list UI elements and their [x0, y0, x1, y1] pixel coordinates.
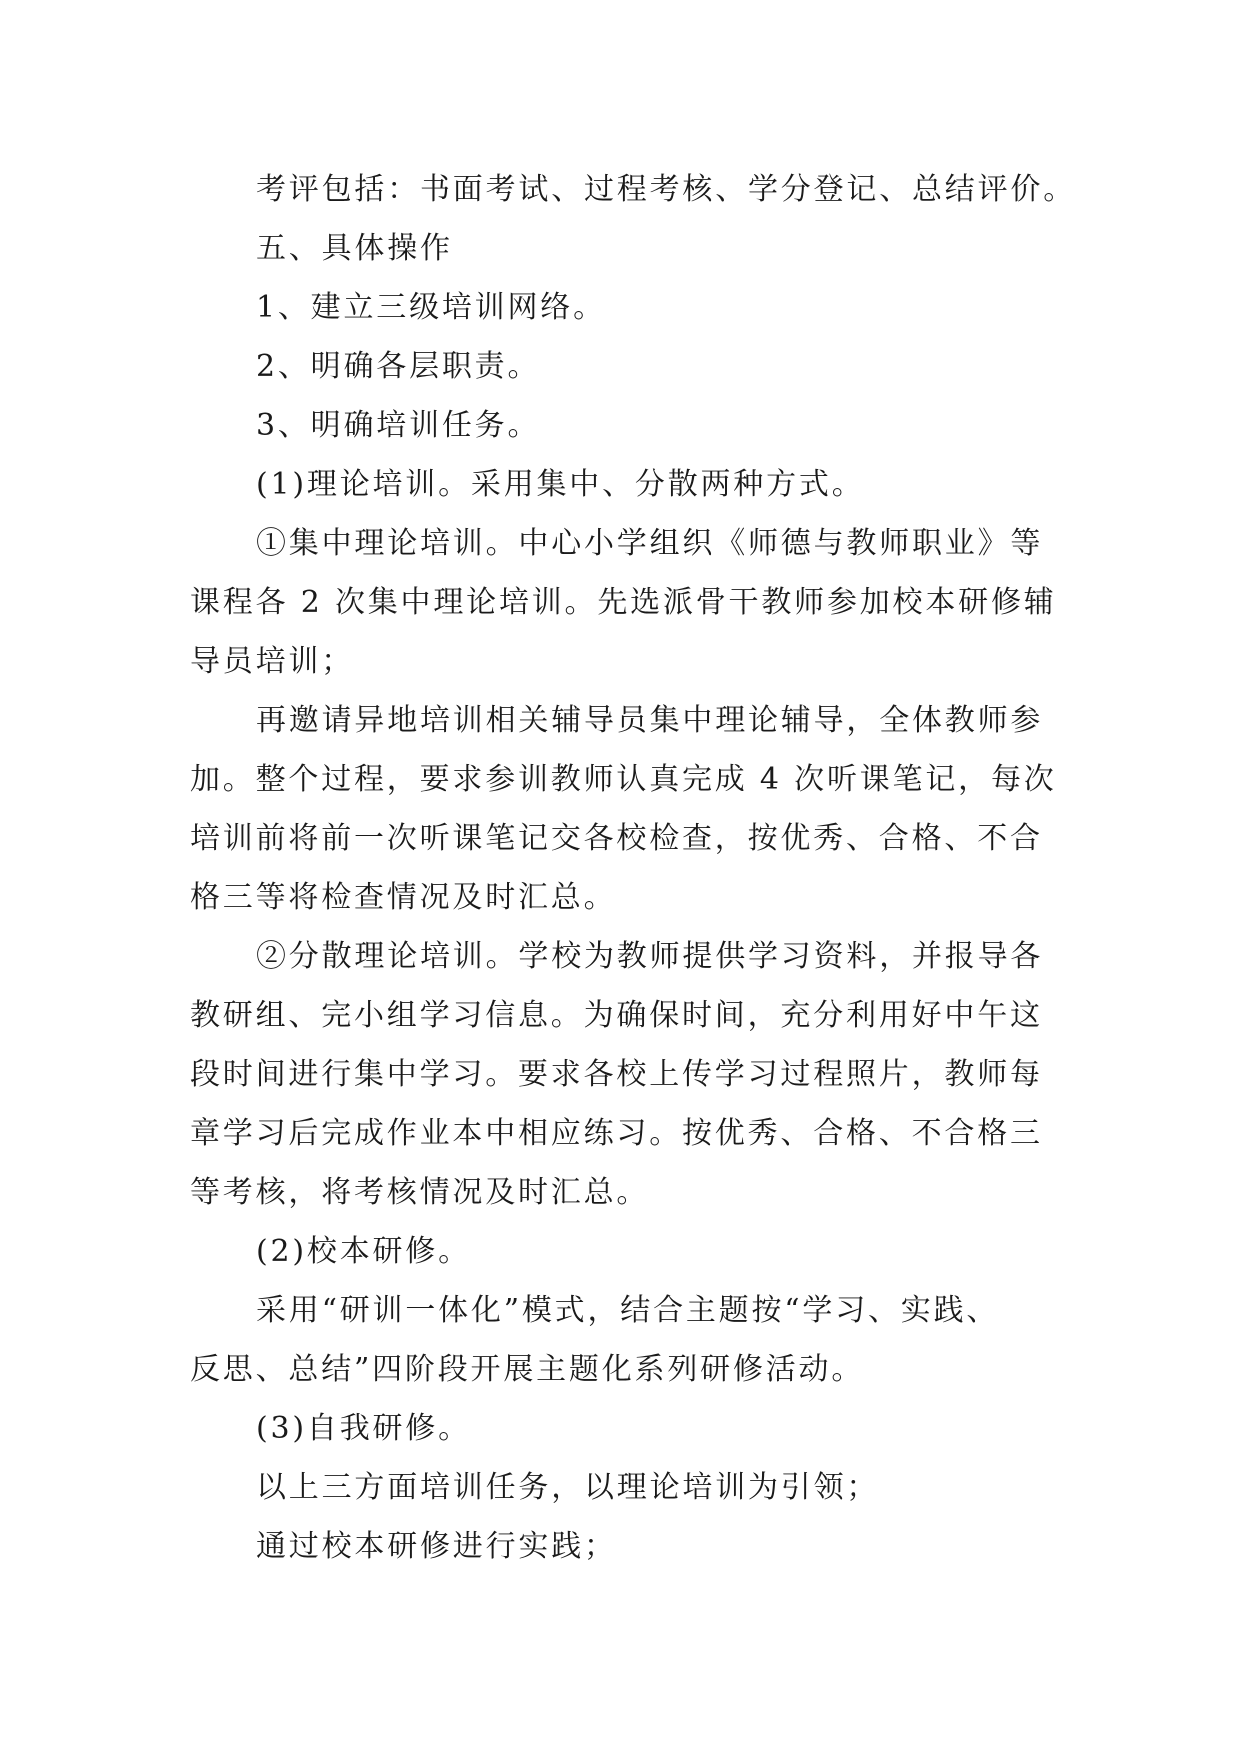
text-line: 导员培训； — [190, 644, 354, 679]
text-line: 再邀请异地培训相关辅导员集中理论辅导，全体教师参 — [256, 703, 1044, 738]
text-line: 格三等将检查情况及时汇总。 — [190, 880, 617, 915]
section-heading: 五、具体操作 — [256, 231, 453, 266]
text-line: 反思、总结”四阶段开展主题化系列研修活动。 — [190, 1352, 865, 1387]
text-line: 段时间进行集中学习。要求各校上传学习过程照片，教师每 — [190, 1057, 1043, 1092]
text-line: 教研组、完小组学习信息。为确保时间，充分利用好中午这 — [190, 998, 1043, 1033]
text-line: 培训前将前一次听课笔记交各校检查，按优秀、合格、不合 — [190, 821, 1043, 856]
text-line: 加。整个过程，要求参训教师认真完成 4 次听课笔记，每次 — [190, 762, 1057, 797]
text-line: 章学习后完成作业本中相应练习。按优秀、合格、不合格三 — [190, 1116, 1043, 1151]
text-line: 通过校本研修进行实践； — [256, 1529, 617, 1564]
text-line: 考评包括：书面考试、过程考核、学分登记、总结评价。 — [256, 172, 1076, 207]
body-text — [190, 160, 1076, 1576]
text-line: 等考核，将考核情况及时汇总。 — [190, 1175, 650, 1210]
text-line: ①集中理论培训。中心小学组织《师德与教师职业》等 — [256, 526, 1044, 561]
list-item: 1、建立三级培训网络。 — [256, 290, 606, 325]
subsection-heading: (3)自我研修。 — [256, 1411, 471, 1446]
text-line: ②分散理论培训。学校为教师提供学习资料，并报导各 — [256, 939, 1044, 974]
text-line: 采用“研训一体化”模式，结合主题按“学习、实践、 — [256, 1293, 1000, 1328]
text-line: 课程各 2 次集中理论培训。先选派骨干教师参加校本研修辅 — [190, 585, 1057, 620]
subsection-heading: (2)校本研修。 — [256, 1234, 471, 1269]
subsection-heading: (1)理论培训。采用集中、分散两种方式。 — [256, 467, 865, 502]
list-item: 3、明确培训任务。 — [256, 408, 541, 443]
text-line: 以上三方面培训任务，以理论培训为引领； — [256, 1470, 880, 1505]
list-item: 2、明确各层职责。 — [256, 349, 541, 384]
